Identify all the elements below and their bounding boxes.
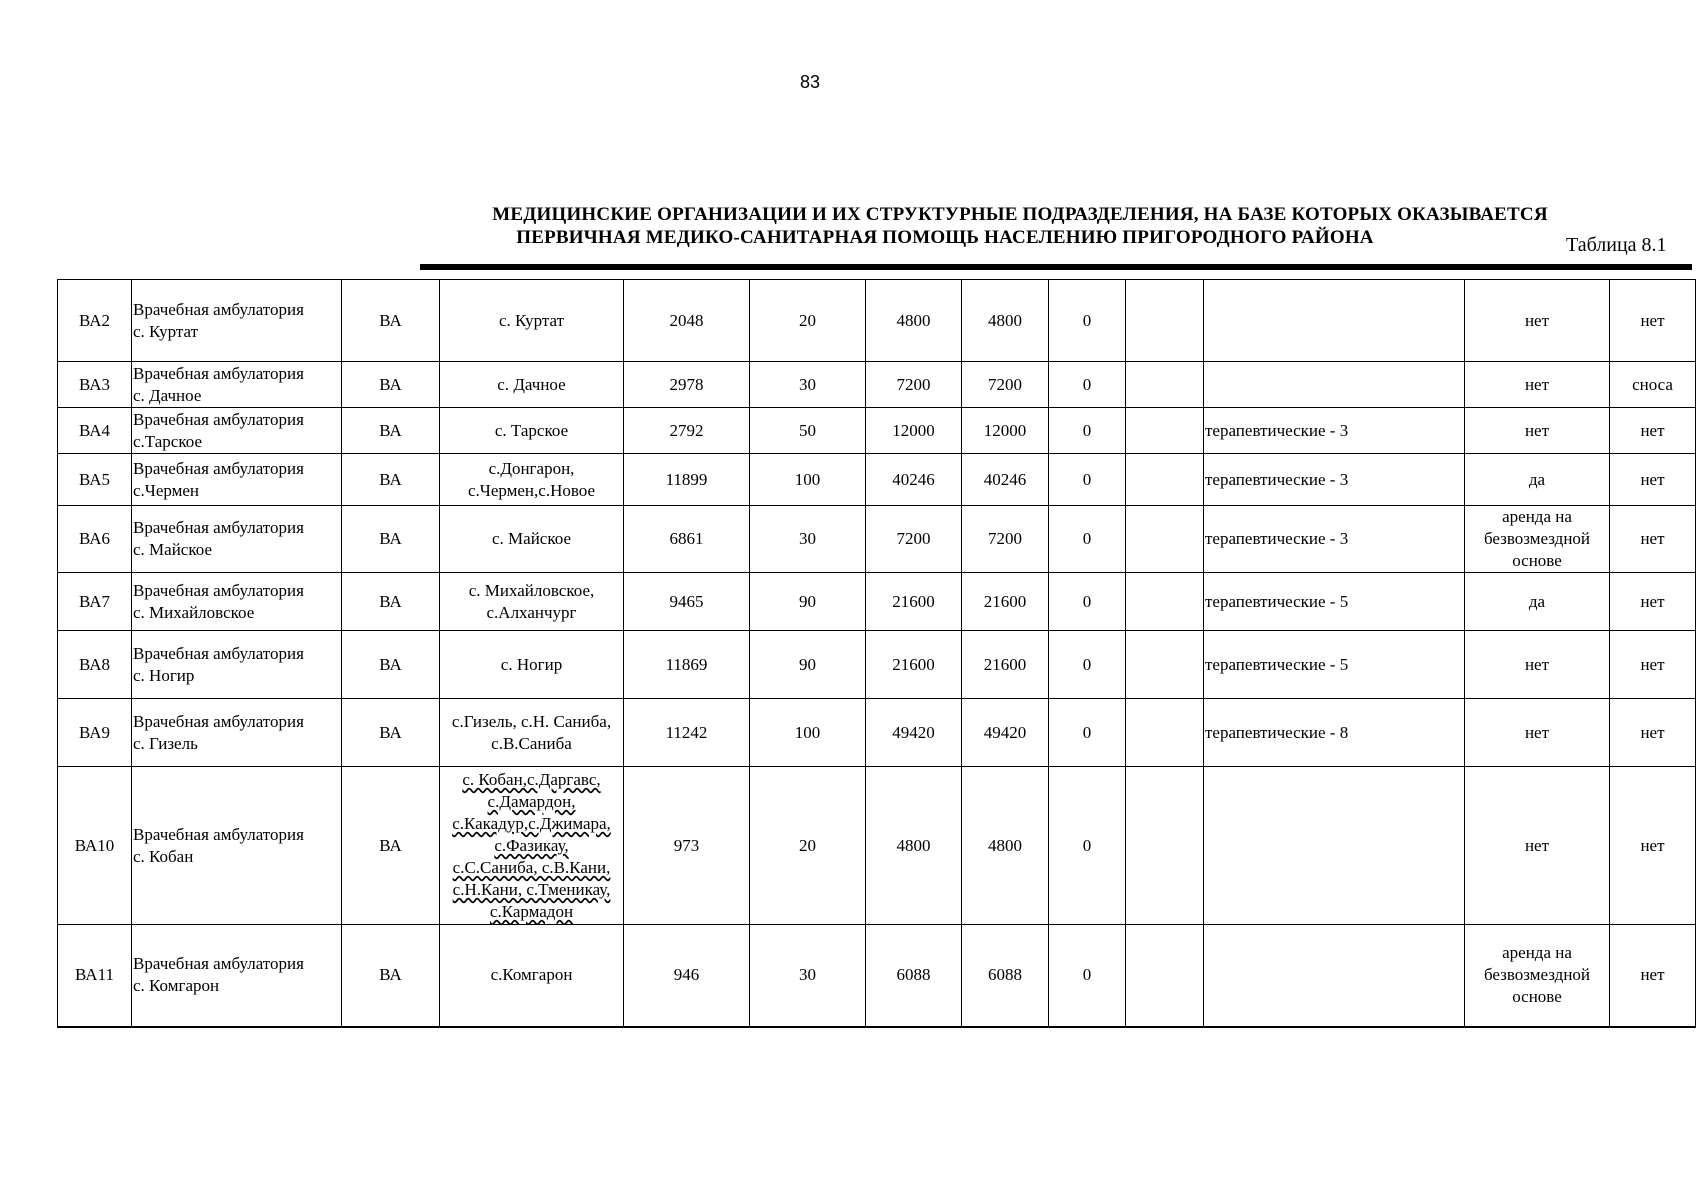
cell-col10: [1126, 454, 1204, 506]
settlement-line: с. Майское: [492, 529, 571, 548]
cell-building: нет: [1465, 699, 1610, 767]
cell-settlements: [440, 280, 624, 362]
table-row: [58, 506, 1696, 573]
cell-code: ВА4: [58, 408, 132, 454]
page-number: 83: [799, 72, 821, 92]
cell-name: Врачебная амбулатория с. Майское: [132, 506, 342, 573]
cell-code: ВА10: [58, 767, 132, 925]
cell-col6: 30: [750, 362, 866, 408]
cell-col6: 90: [750, 631, 866, 699]
cell-col6: 20: [750, 767, 866, 925]
cell-last: сноса: [1610, 362, 1696, 408]
cell-name: Врачебная амбулатория с. Кобан: [132, 767, 342, 925]
table-row: [58, 573, 1696, 631]
cell-col9: 0: [1049, 454, 1126, 506]
cell-col10: [1126, 925, 1204, 1027]
settlement-line: с. Тарское: [494, 420, 569, 440]
cell-code: ВА11: [58, 925, 132, 1027]
cell-population: 11242: [624, 699, 750, 767]
cell-col6: 90: [750, 573, 866, 631]
cell-col9: 0: [1049, 925, 1126, 1027]
cell-population: 946: [624, 925, 750, 1027]
cell-name: Врачебная амбулатория с. Ногир: [132, 631, 342, 699]
cell-name: Врачебная амбулатория с. Гизель: [132, 699, 342, 767]
cell-beds: терапевтические - 5: [1204, 631, 1465, 699]
settlement-line: с.С.Саниба, с.В.Кани,: [452, 857, 611, 877]
cell-col10: [1126, 362, 1204, 408]
cell-type: ВА: [342, 454, 440, 506]
cell-population: 6861: [624, 506, 750, 573]
cell-beds: терапевтические - 3: [1204, 408, 1465, 454]
cell-col8: 7200: [962, 362, 1049, 408]
cell-beds: терапевтические - 5: [1204, 573, 1465, 631]
cell-col6: 50: [750, 408, 866, 454]
cell-beds: терапевтические - 3: [1204, 454, 1465, 506]
cell-building: нет: [1465, 408, 1610, 454]
settlement-line: с.Кармадон: [489, 901, 574, 921]
cell-col6: 100: [750, 454, 866, 506]
cell-col9: 0: [1049, 506, 1126, 573]
cell-col8: 21600: [962, 631, 1049, 699]
settlement-line: с.Дамардон,: [487, 791, 576, 811]
cell-col7: 21600: [866, 631, 962, 699]
cell-last: нет: [1610, 280, 1696, 362]
cell-building: нет: [1465, 362, 1610, 408]
cell-code: ВА5: [58, 454, 132, 506]
cell-last: нет: [1610, 767, 1696, 925]
cell-col10: [1126, 506, 1204, 573]
settlement-line: с. Дачное: [497, 374, 566, 394]
cell-code: ВА7: [58, 573, 132, 631]
cell-col10: [1126, 280, 1204, 362]
cell-last: нет: [1610, 573, 1696, 631]
cell-col8: 40246: [962, 454, 1049, 506]
cell-settlements: [440, 573, 624, 631]
table-row: [58, 408, 1696, 454]
cell-settlements: [440, 362, 624, 408]
table-row: [58, 925, 1696, 1027]
settlement-line: с.Алханчург: [486, 602, 577, 622]
cell-col7: 7200: [866, 362, 962, 408]
cell-settlements: [440, 506, 624, 573]
cell-col9: 0: [1049, 362, 1126, 408]
cell-type: ВА: [342, 280, 440, 362]
cell-beds: [1204, 925, 1465, 1027]
cell-code: ВА6: [58, 506, 132, 573]
cell-col9: 0: [1049, 699, 1126, 767]
cell-population: 2792: [624, 408, 750, 454]
facilities-table: [57, 279, 1696, 1028]
title-line-1: МЕДИЦИНСКИЕ ОРГАНИЗАЦИИ И ИХ СТРУКТУРНЫЕ ПОДРАЗДЕЛЕНИЯ, НА БАЗЕ КОТОРЫХ ОКАЗЫВАЕТСЯ: [492, 204, 1548, 225]
settlement-line: с.В.Саниба: [491, 733, 572, 753]
cell-col8: 4800: [962, 767, 1049, 925]
cell-col10: [1126, 767, 1204, 925]
cell-col9: 0: [1049, 280, 1126, 362]
cell-type: ВА: [342, 408, 440, 454]
table-row: [58, 699, 1696, 767]
settlement-line: с. Михайловское,: [468, 580, 595, 600]
cell-code: ВА3: [58, 362, 132, 408]
cell-beds: [1204, 767, 1465, 925]
cell-settlements: [440, 631, 624, 699]
settlement-line: с.Какадур,с.Джимара,: [452, 813, 611, 833]
cell-col9: 0: [1049, 767, 1126, 925]
settlement-line: с. Ногир: [500, 654, 563, 674]
settlement-line: с.Фазикау,: [494, 835, 569, 855]
cell-col10: [1126, 631, 1204, 699]
settlement-line: с.Н.Кани, с.Тменикау,: [452, 879, 611, 899]
settlement-line: с. Кобан,с.Даргавс,: [462, 769, 601, 789]
cell-last: нет: [1610, 925, 1696, 1027]
cell-name: Врачебная амбулатория с.Тарское: [132, 408, 342, 454]
cell-col7: 4800: [866, 767, 962, 925]
cell-type: ВА: [342, 362, 440, 408]
cell-col7: 21600: [866, 573, 962, 631]
cell-building: аренда на безвозмездной основе: [1465, 506, 1610, 573]
cell-last: нет: [1610, 699, 1696, 767]
settlement-line: с.Донгарон,: [488, 458, 575, 478]
cell-type: ВА: [342, 506, 440, 573]
table-row: [58, 631, 1696, 699]
cell-last: нет: [1610, 506, 1696, 573]
table-row: [58, 454, 1696, 506]
cell-col7: 49420: [866, 699, 962, 767]
cell-code: ВА2: [58, 280, 132, 362]
cell-settlements: [440, 767, 624, 925]
cell-col9: 0: [1049, 573, 1126, 631]
cell-population: 2978: [624, 362, 750, 408]
cell-col6: 30: [750, 925, 866, 1027]
table-body: [58, 280, 1696, 1027]
cell-col6: 100: [750, 699, 866, 767]
cell-col7: 7200: [866, 506, 962, 573]
cell-type: ВА: [342, 699, 440, 767]
cell-beds: терапевтические - 8: [1204, 699, 1465, 767]
cell-name: Врачебная амбулатория с. Михайловское: [132, 573, 342, 631]
title-rule: [420, 264, 1692, 270]
cell-beds: [1204, 362, 1465, 408]
settlement-line: с. Куртат: [498, 310, 565, 330]
cell-col8: 6088: [962, 925, 1049, 1027]
cell-name: Врачебная амбулатория с.Чермен: [132, 454, 342, 506]
cell-col6: 20: [750, 280, 866, 362]
document-title: [390, 203, 1650, 249]
cell-col10: [1126, 699, 1204, 767]
cell-code: ВА8: [58, 631, 132, 699]
cell-col8: 4800: [962, 280, 1049, 362]
cell-col10: [1126, 408, 1204, 454]
cell-building: нет: [1465, 280, 1610, 362]
title-line-2: ПЕРВИЧНАЯ МЕДИКО-САНИТАРНАЯ ПОМОЩЬ НАСЕЛЕНИЮ ПРИГОРОДНОГО РАЙОНА: [516, 227, 1374, 248]
cell-beds: [1204, 280, 1465, 362]
cell-population: 2048: [624, 280, 750, 362]
cell-building: аренда на безвозмездной основе: [1465, 925, 1610, 1027]
cell-type: ВА: [342, 573, 440, 631]
table-row: [58, 362, 1696, 408]
cell-col8: 49420: [962, 699, 1049, 767]
table-label: Таблица 8.1: [1566, 234, 1667, 256]
cell-last: нет: [1610, 631, 1696, 699]
cell-col7: 6088: [866, 925, 962, 1027]
cell-col8: 21600: [962, 573, 1049, 631]
cell-col6: 30: [750, 506, 866, 573]
cell-col8: 7200: [962, 506, 1049, 573]
cell-col9: 0: [1049, 631, 1126, 699]
cell-population: 11899: [624, 454, 750, 506]
cell-population: 9465: [624, 573, 750, 631]
cell-col7: 4800: [866, 280, 962, 362]
table-row: [58, 767, 1696, 925]
settlement-line: с.Гизель, с.Н. Саниба,: [451, 711, 612, 731]
cell-name: Врачебная амбулатория с. Дачное: [132, 362, 342, 408]
cell-settlements: [440, 408, 624, 454]
cell-col7: 12000: [866, 408, 962, 454]
cell-name: Врачебная амбулатория с. Комгарон: [132, 925, 342, 1027]
table-row: [58, 280, 1696, 362]
cell-type: ВА: [342, 925, 440, 1027]
cell-last: нет: [1610, 408, 1696, 454]
settlement-line: с.Комгарон: [490, 965, 573, 985]
cell-population: 11869: [624, 631, 750, 699]
cell-col9: 0: [1049, 408, 1126, 454]
cell-settlements: [440, 925, 624, 1027]
cell-type: ВА: [342, 631, 440, 699]
cell-type: ВА: [342, 767, 440, 925]
cell-building: нет: [1465, 631, 1610, 699]
cell-code: ВА9: [58, 699, 132, 767]
settlement-line: с.Чермен,с.Новое: [467, 480, 596, 500]
cell-settlements: [440, 454, 624, 506]
cell-name: Врачебная амбулатория с. Куртат: [132, 280, 342, 362]
cell-building: да: [1465, 573, 1610, 631]
cell-last: нет: [1610, 454, 1696, 506]
cell-beds: терапевтические - 3: [1204, 506, 1465, 573]
cell-col7: 40246: [866, 454, 962, 506]
cell-col10: [1126, 573, 1204, 631]
cell-population: 973: [624, 767, 750, 925]
cell-col8: 12000: [962, 408, 1049, 454]
cell-settlements: [440, 699, 624, 767]
cell-building: да: [1465, 454, 1610, 506]
cell-building: нет: [1465, 767, 1610, 925]
